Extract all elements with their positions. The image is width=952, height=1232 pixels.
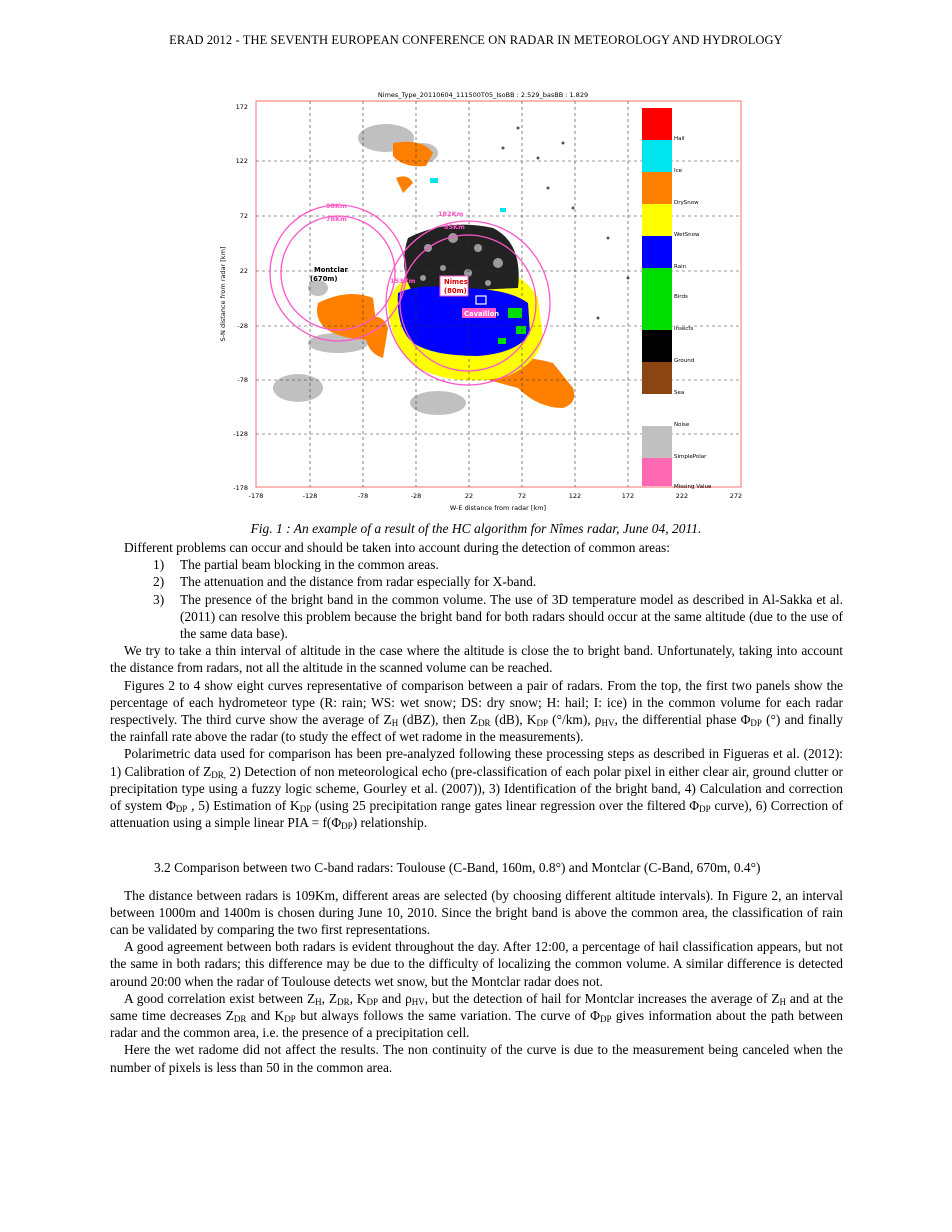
svg-text:122: 122 [568, 492, 582, 500]
list-item: 2) The attenuation and the distance from radar especially for X-band. [153, 574, 537, 590]
svg-text:222: 222 [675, 492, 689, 500]
paragraph-agreement: A good agreement between both radars is evident throughout the day. After 12:00, a percentage of hail classification appears, but not the same in both radars; this difference may be due to the difficulty of localizing the common volume. A similar difference is detected around 20:00 when the radar of Toulouse detects wet snow, but the Montclar radar does not. [110, 939, 843, 989]
montclar-label: Montclar [314, 266, 348, 274]
svg-text:72: 72 [517, 492, 527, 500]
legend-swatch-missing [642, 458, 672, 486]
svg-text:22: 22 [464, 492, 474, 500]
svg-text:22: 22 [239, 267, 248, 275]
figure-hc-algorithm [218, 88, 748, 518]
running-header: ERAD 2012 - THE SEVENTH EUROPEAN CONFERENCE ON RADAR IN METEOROLOGY AND HYDROLOGY [169, 33, 783, 47]
paragraph-altitude: We try to take a thin interval of altitude in the case where the altitude is close the to bright band. Unfortunately, taking into account the distance from radars, not all the altitude in the scanned volume can be reached. [110, 643, 843, 676]
legend-swatch-birds-insects [642, 268, 672, 330]
y-axis-label: S-N distance from radar [km] [219, 246, 227, 342]
section-heading: 3.2 Comparison between two C-band radars: Toulouse (C-Band, 160m, 0.8°) and Montclar (C-Band, 670m, 0.4°) [154, 860, 761, 876]
rain-region [398, 286, 530, 356]
svg-text:85Km: 85Km [444, 223, 465, 231]
intro-paragraph: Different problems can occur and should be taken into account during the detection of common areas: [124, 540, 670, 555]
svg-text:172: 172 [235, 103, 248, 111]
legend-swatch-wetsnow [642, 204, 672, 236]
svg-text:Birds: Birds [674, 294, 688, 300]
svg-text:Insects: Insects [674, 326, 694, 332]
svg-text:98Km: 98Km [326, 202, 347, 210]
svg-text:Ice: Ice [674, 168, 683, 174]
legend-swatch-ice [642, 140, 672, 172]
svg-text:78Km: 78Km [326, 215, 347, 223]
legend-swatch-drysnow [642, 172, 672, 204]
svg-text:-128: -128 [302, 492, 318, 500]
paragraph-correlation: A good correlation exist between $Z_H$, $Z_{DR}$, $K_{DP}$ and $\rho_{HV}$, but the detection of hail for Montclar increases the average of $Z_H$ and at the same time decreases $Z_{DR}$ and $K_{DP}$ but always follows the same variation. The curve of $\Phi_{DP}$ gives information about the path between radar and the common area, i.e. the presence of a precipitation cell. [110, 990, 844, 1041]
figure-title: Nimes_Type_20110604_111500T05_IsoBB : 2.529_basBB : 1.829 [377, 91, 589, 99]
svg-text:72: 72 [239, 212, 248, 220]
svg-text:-178: -178 [248, 492, 264, 500]
legend-swatch-ground [642, 330, 672, 362]
radar-classification-map [218, 88, 748, 518]
nimes-alt: (80m) [444, 287, 467, 295]
figure-caption: Fig. 1 : An example of a result of the HC algorithm for Nîmes radar, June 04, 2011. [250, 521, 702, 536]
paragraph-radome: Here the wet radome did not affect the results. The non continuity of the curve is due to the measurement being canceled when the number of pixels is less than 50 in the common area. [110, 1042, 843, 1075]
svg-text:Noise: Noise [674, 422, 690, 428]
paragraph-polarimetric: Polarimetric data used for comparison has been pre-analyzed following these processing steps as described in Figueras et al. (2012): 1) Calibration of $Z_{DR,}$ 2) Detection of non meteorological echo (pre-classification of each polar pixel in either clear air, ground clutter or precipitation type using a fuzzy logic scheme, Gourley et al. (2007)), 3) Identification of the bright band, 4) Calculation and correction of system $\Phi_{DP}$ , 5) Estimation of $K_{DP}$ (using 25 precipitation range gates linear regression over the filtered $\Phi_{DP}$ curve), 6) Correction of attenuation using a simple linear PIA = $f(\Phi_{DP})$ relationship. [110, 746, 843, 832]
svg-text:122: 122 [235, 157, 248, 165]
svg-text:272: 272 [729, 492, 743, 500]
svg-text:Rain: Rain [674, 264, 687, 270]
body-text [110, 539, 843, 1076]
x-tick-labels [249, 492, 743, 500]
x-axis-label: W-E distance from radar [km] [449, 504, 547, 512]
list-item: 1) The partial beam blocking in the common areas. [153, 557, 439, 573]
cavaillon-label: Cavaillon [464, 310, 500, 318]
svg-text:-78: -78 [237, 376, 248, 384]
svg-text:-128: -128 [233, 430, 248, 438]
svg-text:-28: -28 [237, 322, 248, 330]
legend-swatch-simplepolar [642, 426, 672, 458]
montclar-alt: (670m) [310, 275, 338, 283]
nimes-label: Nimes [444, 278, 468, 286]
svg-text:Hail: Hail [674, 136, 685, 142]
legend-swatch-sea [642, 362, 672, 394]
svg-text:-28: -28 [410, 492, 422, 500]
svg-text:-78: -78 [357, 492, 369, 500]
svg-text:172: 172 [621, 492, 635, 500]
svg-text:-178: -178 [233, 484, 248, 492]
paragraph-distance: The distance between radars is 109Km, different areas are selected (by choosing different altitude intervals). In Figure 2, an interval between 1000m and 1400m is chosen during June 10, 2010. Since the bright band is above the common area, the classification of rain can be validated by comparing the two first representations. [110, 887, 843, 938]
y-tick-labels [233, 103, 248, 492]
paragraph-figures: Figures 2 to 4 show eight curves representative of comparison between a pair of radars. From the top, the first two panels show the percentage of each hydrometeor type (R: rain; WS: wet snow; DS: dry snow; H: hail; I: ice) in the common volume for each radar respectively. The third curve show the average of $Z_H$ (dBZ), then $Z_{DR}$ (dB), $K_{DP}$ (°/km), $\rho_{HV}$, the differential phase $\Phi_{DP}$ (°) and finally the rainfall rate above the radar (to study the effect of wet radome in the measurements). [110, 677, 843, 745]
legend-swatch-hail [642, 108, 672, 140]
svg-text:Missing Value: Missing Value [674, 484, 712, 490]
svg-text:153Km: 153Km [390, 277, 416, 285]
svg-text:Ground: Ground [674, 358, 695, 364]
list-item: 3) The presence of the bright band in the common volume. The use of 3D temperature model as described in Al-Sakka et al. (2011) can resolve this problem because the bright band for both radars should occur at the same altitude (due to the use of the same data base). [153, 591, 843, 642]
svg-text:WetSnow: WetSnow [674, 232, 700, 238]
legend-swatch-rain [642, 236, 672, 268]
problem-list [110, 556, 843, 642]
svg-text:SimplePolar: SimplePolar [674, 454, 707, 460]
svg-text:182Km: 182Km [438, 210, 464, 218]
svg-text:Sea: Sea [674, 390, 685, 396]
svg-text:DrySnow: DrySnow [674, 200, 699, 206]
